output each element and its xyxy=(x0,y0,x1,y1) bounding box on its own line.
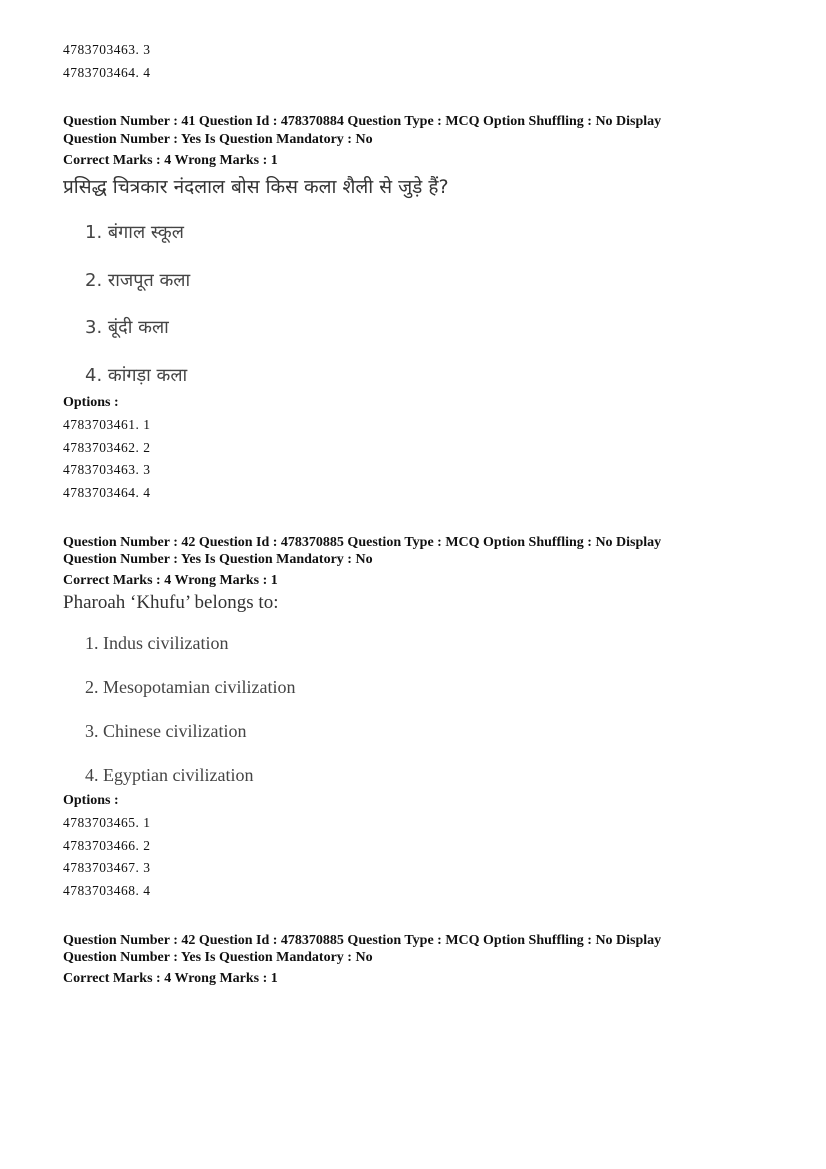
options-label: Options : xyxy=(63,395,119,410)
question-header-line2: Question Number : Yes Is Question Mandatory : No xyxy=(63,132,373,147)
answer-choice-2: 2. राजपूत कला xyxy=(85,270,191,291)
option-line: 4783703465. 1 xyxy=(63,815,151,830)
question-header-line2: Question Number : Yes Is Question Mandatory : No xyxy=(63,552,373,567)
option-line: 4783703461. 1 xyxy=(63,417,151,432)
answer-choice-4: 4. Egyptian civilization xyxy=(85,765,254,785)
option-line: 4783703463. 3 xyxy=(63,42,151,57)
question-header-line1: Question Number : 41 Question Id : 478370884 Question Type : MCQ Option Shuffling : No Display xyxy=(63,114,662,129)
question-header-line1: Question Number : 42 Question Id : 478370885 Question Type : MCQ Option Shuffling : No Display xyxy=(63,933,662,948)
option-line: 4783703463. 3 xyxy=(63,462,151,477)
option-line: 4783703468. 4 xyxy=(63,883,151,898)
question-header-line1: Question Number : 42 Question Id : 478370885 Question Type : MCQ Option Shuffling : No Display xyxy=(63,535,662,550)
answer-choice-4: 4. कांगड़ा कला xyxy=(85,365,188,386)
answer-choice-1: 1. Indus civilization xyxy=(85,633,229,653)
options-label: Options : xyxy=(63,793,119,808)
answer-choice-3: 3. बूंदी कला xyxy=(85,317,169,338)
question-marks: Correct Marks : 4 Wrong Marks : 1 xyxy=(63,573,278,588)
question-text: प्रसिद्ध चित्रकार नंदलाल बोस किस कला शैली से जुड़े हैं? xyxy=(63,176,449,198)
option-line: 4783703464. 4 xyxy=(63,65,151,80)
option-line: 4783703466. 2 xyxy=(63,838,151,853)
question-text: Pharoah ‘Khufu’ belongs to: xyxy=(63,592,279,613)
option-line: 4783703462. 2 xyxy=(63,440,151,455)
option-line: 4783703464. 4 xyxy=(63,485,151,500)
option-line: 4783703467. 3 xyxy=(63,860,151,875)
question-marks: Correct Marks : 4 Wrong Marks : 1 xyxy=(63,971,278,986)
answer-choice-2: 2. Mesopotamian civilization xyxy=(85,677,296,697)
question-marks: Correct Marks : 4 Wrong Marks : 1 xyxy=(63,153,278,168)
answer-choice-3: 3. Chinese civilization xyxy=(85,721,247,741)
answer-choice-1: 1. बंगाल स्कूल xyxy=(85,222,184,243)
question-header-line2: Question Number : Yes Is Question Mandatory : No xyxy=(63,950,373,965)
